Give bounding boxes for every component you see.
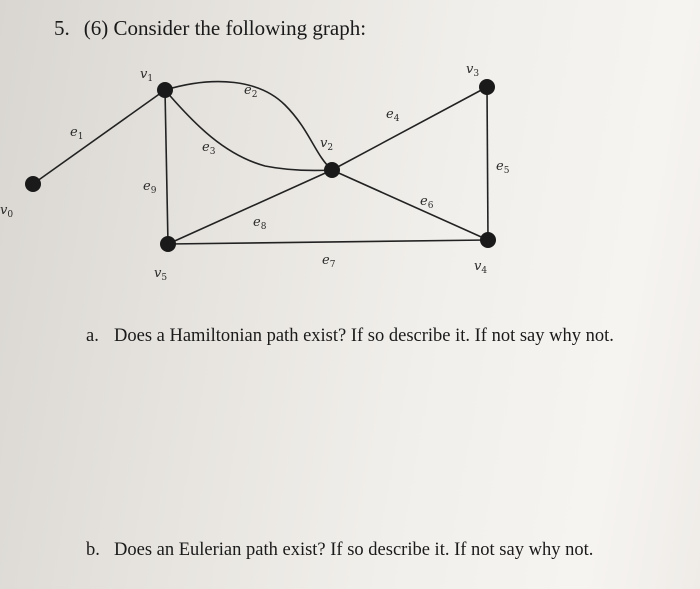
vertex-label-v0: $v_0$: [0, 203, 14, 220]
edge-e5: [487, 87, 488, 240]
vertex-v2: [324, 162, 340, 178]
edge-e9: [165, 90, 168, 244]
subquestion-a: [86, 326, 614, 347]
vertex-v1: [157, 82, 173, 98]
edge-label-e6: $e_6$: [420, 194, 434, 211]
vertex-v4: [480, 232, 496, 248]
edge-label-e7: $e_7$: [322, 253, 336, 270]
edge-label-e2: $e_2$: [244, 83, 258, 100]
vertex-label-v2: $v_2$: [320, 136, 334, 153]
subquestion-b-text: Does an Eulerian path exist? If so describe it. If not say why not.: [114, 540, 594, 560]
edge-e6: [332, 170, 488, 240]
edge-e3: [165, 90, 332, 171]
subquestion-b-letter: b.: [86, 540, 100, 560]
edge-e1: [33, 90, 165, 184]
vertex-label-v1: $v_1$: [140, 67, 154, 84]
edge-label-e4: $e_4$: [386, 107, 400, 124]
vertex-label-v3: $v_3$: [466, 62, 480, 79]
vertex-v3: [479, 79, 495, 95]
question-number: 5.: [54, 16, 70, 40]
edge-e7: [168, 240, 488, 244]
vertex-v5: [160, 236, 176, 252]
vertex-label-v4: $v_4$: [474, 259, 488, 276]
question-text: (6) Consider the following graph:: [83, 16, 367, 40]
edge-e4: [332, 87, 487, 170]
edge-label-e5: $e_5$: [496, 159, 510, 176]
subquestion-a-text: Does a Hamiltonian path exist? If so describe it. If not say why not.: [114, 326, 614, 346]
subquestion-a-letter: a.: [86, 326, 99, 346]
edge-e8: [168, 170, 332, 244]
subquestion-b: [86, 540, 593, 561]
edge-label-e3: $e_3$: [202, 140, 216, 157]
vertex-label-v5: $v_5$: [154, 266, 168, 283]
edge-label-e8: $e_8$: [253, 215, 267, 232]
edge-label-e1: $e_1$: [70, 125, 84, 142]
edge-label-e9: $e_9$: [143, 179, 157, 196]
vertex-v0: [25, 176, 41, 192]
